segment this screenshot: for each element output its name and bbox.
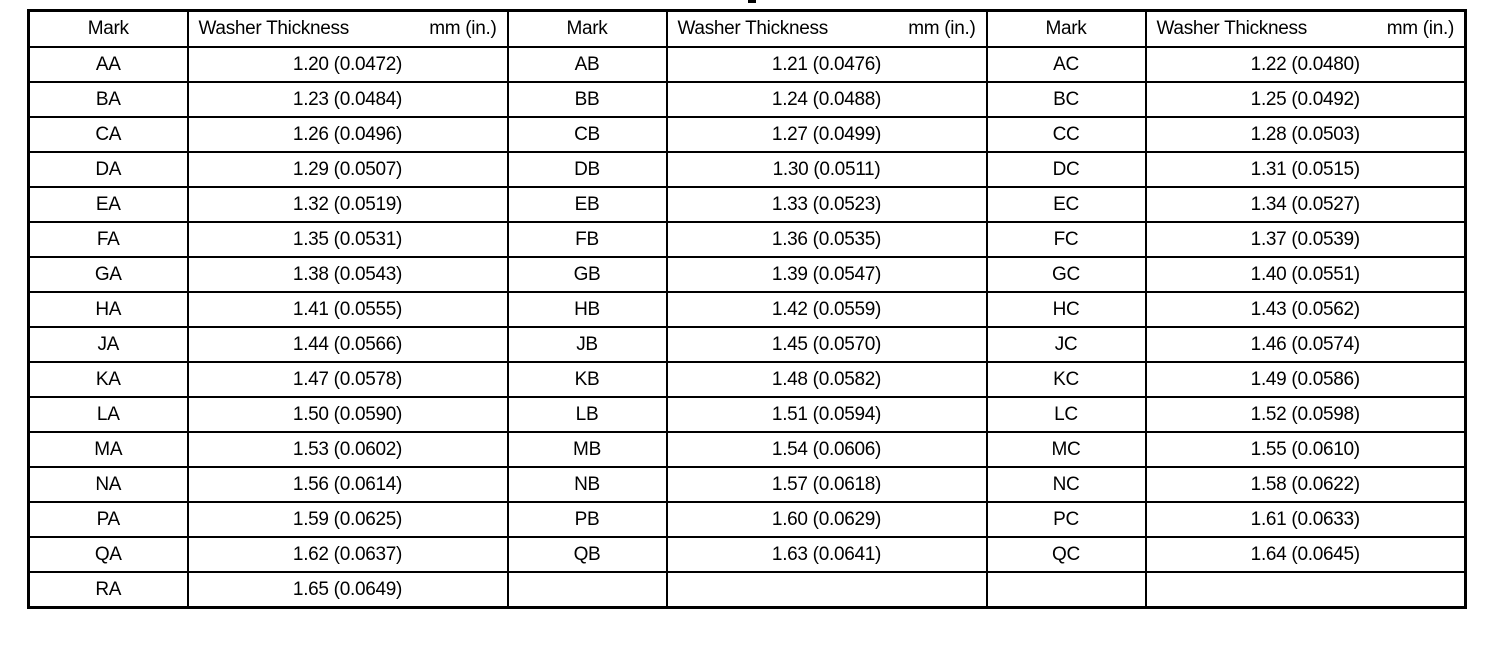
mark-cell: HC xyxy=(987,292,1146,327)
header-thickness-label: Washer Thickness xyxy=(198,18,349,39)
thickness-cell: 1.50 (0.0590) xyxy=(188,397,508,432)
thickness-cell: 1.33 (0.0523) xyxy=(667,187,987,222)
thickness-cell: 1.46 (0.0574) xyxy=(1146,327,1466,362)
mark-cell: BB xyxy=(508,82,667,117)
thickness-cell: 1.65 (0.0649) xyxy=(188,572,508,608)
mark-cell: MA xyxy=(29,432,188,467)
mark-cell: EA xyxy=(29,187,188,222)
header-mark: Mark xyxy=(987,11,1146,48)
table-row xyxy=(29,152,1466,187)
header-mark: Mark xyxy=(29,11,188,48)
thickness-cell: 1.55 (0.0610) xyxy=(1146,432,1466,467)
mark-cell: AA xyxy=(29,47,188,82)
table-row xyxy=(29,47,1466,82)
mark-cell: GB xyxy=(508,257,667,292)
thickness-cell: 1.36 (0.0535) xyxy=(667,222,987,257)
mark-cell: KB xyxy=(508,362,667,397)
header-washer-thickness xyxy=(667,11,987,48)
table-row xyxy=(29,327,1466,362)
thickness-cell: 1.38 (0.0543) xyxy=(188,257,508,292)
thickness-cell: 1.47 (0.0578) xyxy=(188,362,508,397)
table-row xyxy=(29,537,1466,572)
thickness-cell: 1.60 (0.0629) xyxy=(667,502,987,537)
mark-cell: HB xyxy=(508,292,667,327)
thickness-cell: 1.28 (0.0503) xyxy=(1146,117,1466,152)
table-row xyxy=(29,292,1466,327)
header-unit-label: mm (in.) xyxy=(908,18,976,39)
table-row xyxy=(29,432,1466,467)
thickness-cell: 1.34 (0.0527) xyxy=(1146,187,1466,222)
table-row xyxy=(29,187,1466,222)
table-row xyxy=(29,467,1466,502)
mark-cell: LC xyxy=(987,397,1146,432)
thickness-cell: 1.42 (0.0559) xyxy=(667,292,987,327)
mark-cell: EC xyxy=(987,187,1146,222)
mark-cell: NA xyxy=(29,467,188,502)
thickness-cell: 1.53 (0.0602) xyxy=(188,432,508,467)
table-row xyxy=(29,502,1466,537)
mark-cell: FB xyxy=(508,222,667,257)
thickness-cell: 1.49 (0.0586) xyxy=(1146,362,1466,397)
table-row xyxy=(29,222,1466,257)
thickness-cell: 1.29 (0.0507) xyxy=(188,152,508,187)
mark-cell: AC xyxy=(987,47,1146,82)
thickness-cell: 1.61 (0.0633) xyxy=(1146,502,1466,537)
thickness-cell: 1.45 (0.0570) xyxy=(667,327,987,362)
thickness-cell: 1.44 (0.0566) xyxy=(188,327,508,362)
thickness-cell: 1.35 (0.0531) xyxy=(188,222,508,257)
thickness-cell: 1.20 (0.0472) xyxy=(188,47,508,82)
thickness-cell: 1.40 (0.0551) xyxy=(1146,257,1466,292)
mark-cell: JC xyxy=(987,327,1146,362)
thickness-cell: 1.59 (0.0625) xyxy=(188,502,508,537)
thickness-cell: 1.57 (0.0618) xyxy=(667,467,987,502)
table-row xyxy=(29,362,1466,397)
mark-cell: JA xyxy=(29,327,188,362)
mark-cell: RA xyxy=(29,572,188,608)
mark-cell: EB xyxy=(508,187,667,222)
table-row xyxy=(29,397,1466,432)
thickness-cell: 1.37 (0.0539) xyxy=(1146,222,1466,257)
thickness-cell xyxy=(1146,572,1466,608)
mark-cell: NC xyxy=(987,467,1146,502)
thickness-cell: 1.24 (0.0488) xyxy=(667,82,987,117)
table-row xyxy=(29,257,1466,292)
header-row xyxy=(29,11,1466,48)
mark-cell: QB xyxy=(508,537,667,572)
mark-cell: DC xyxy=(987,152,1146,187)
header-unit-label: mm (in.) xyxy=(1386,18,1454,39)
mark-cell: CB xyxy=(508,117,667,152)
mark-cell: CC xyxy=(987,117,1146,152)
mark-cell: KC xyxy=(987,362,1146,397)
mark-cell: FA xyxy=(29,222,188,257)
top-edge-mark xyxy=(748,0,756,3)
thickness-cell: 1.25 (0.0492) xyxy=(1146,82,1466,117)
mark-cell: KA xyxy=(29,362,188,397)
thickness-cell: 1.52 (0.0598) xyxy=(1146,397,1466,432)
mark-cell xyxy=(508,572,667,608)
thickness-cell: 1.32 (0.0519) xyxy=(188,187,508,222)
thickness-cell: 1.30 (0.0511) xyxy=(667,152,987,187)
header-unit-label: mm (in.) xyxy=(429,18,497,39)
mark-cell: GC xyxy=(987,257,1146,292)
table-row xyxy=(29,117,1466,152)
thickness-cell: 1.41 (0.0555) xyxy=(188,292,508,327)
mark-cell: MB xyxy=(508,432,667,467)
thickness-cell: 1.51 (0.0594) xyxy=(667,397,987,432)
thickness-cell: 1.22 (0.0480) xyxy=(1146,47,1466,82)
mark-cell: CA xyxy=(29,117,188,152)
thickness-cell: 1.26 (0.0496) xyxy=(188,117,508,152)
thickness-cell: 1.21 (0.0476) xyxy=(667,47,987,82)
thickness-cell: 1.43 (0.0562) xyxy=(1146,292,1466,327)
header-thickness-label: Washer Thickness xyxy=(677,18,828,39)
thickness-cell: 1.58 (0.0622) xyxy=(1146,467,1466,502)
header-thickness-label: Washer Thickness xyxy=(1156,18,1307,39)
thickness-cell: 1.54 (0.0606) xyxy=(667,432,987,467)
mark-cell: HA xyxy=(29,292,188,327)
thickness-cell: 1.62 (0.0637) xyxy=(188,537,508,572)
mark-cell: FC xyxy=(987,222,1146,257)
mark-cell: NB xyxy=(508,467,667,502)
thickness-cell: 1.23 (0.0484) xyxy=(188,82,508,117)
thickness-cell: 1.31 (0.0515) xyxy=(1146,152,1466,187)
washer-thickness-table xyxy=(27,9,1467,609)
thickness-cell: 1.56 (0.0614) xyxy=(188,467,508,502)
mark-cell: QA xyxy=(29,537,188,572)
table-row xyxy=(29,572,1466,608)
mark-cell: PB xyxy=(508,502,667,537)
header-washer-thickness xyxy=(188,11,508,48)
mark-cell: JB xyxy=(508,327,667,362)
thickness-cell: 1.27 (0.0499) xyxy=(667,117,987,152)
thickness-cell: 1.63 (0.0641) xyxy=(667,537,987,572)
header-washer-thickness xyxy=(1146,11,1466,48)
mark-cell: PA xyxy=(29,502,188,537)
mark-cell: GA xyxy=(29,257,188,292)
table-row xyxy=(29,82,1466,117)
thickness-cell: 1.48 (0.0582) xyxy=(667,362,987,397)
mark-cell xyxy=(987,572,1146,608)
mark-cell: AB xyxy=(508,47,667,82)
mark-cell: DA xyxy=(29,152,188,187)
mark-cell: MC xyxy=(987,432,1146,467)
mark-cell: QC xyxy=(987,537,1146,572)
mark-cell: BC xyxy=(987,82,1146,117)
thickness-cell xyxy=(667,572,987,608)
table-body xyxy=(29,47,1466,608)
mark-cell: LB xyxy=(508,397,667,432)
mark-cell: PC xyxy=(987,502,1146,537)
mark-cell: LA xyxy=(29,397,188,432)
thickness-cell: 1.39 (0.0547) xyxy=(667,257,987,292)
thickness-cell: 1.64 (0.0645) xyxy=(1146,537,1466,572)
mark-cell: BA xyxy=(29,82,188,117)
header-mark: Mark xyxy=(508,11,667,48)
mark-cell: DB xyxy=(508,152,667,187)
